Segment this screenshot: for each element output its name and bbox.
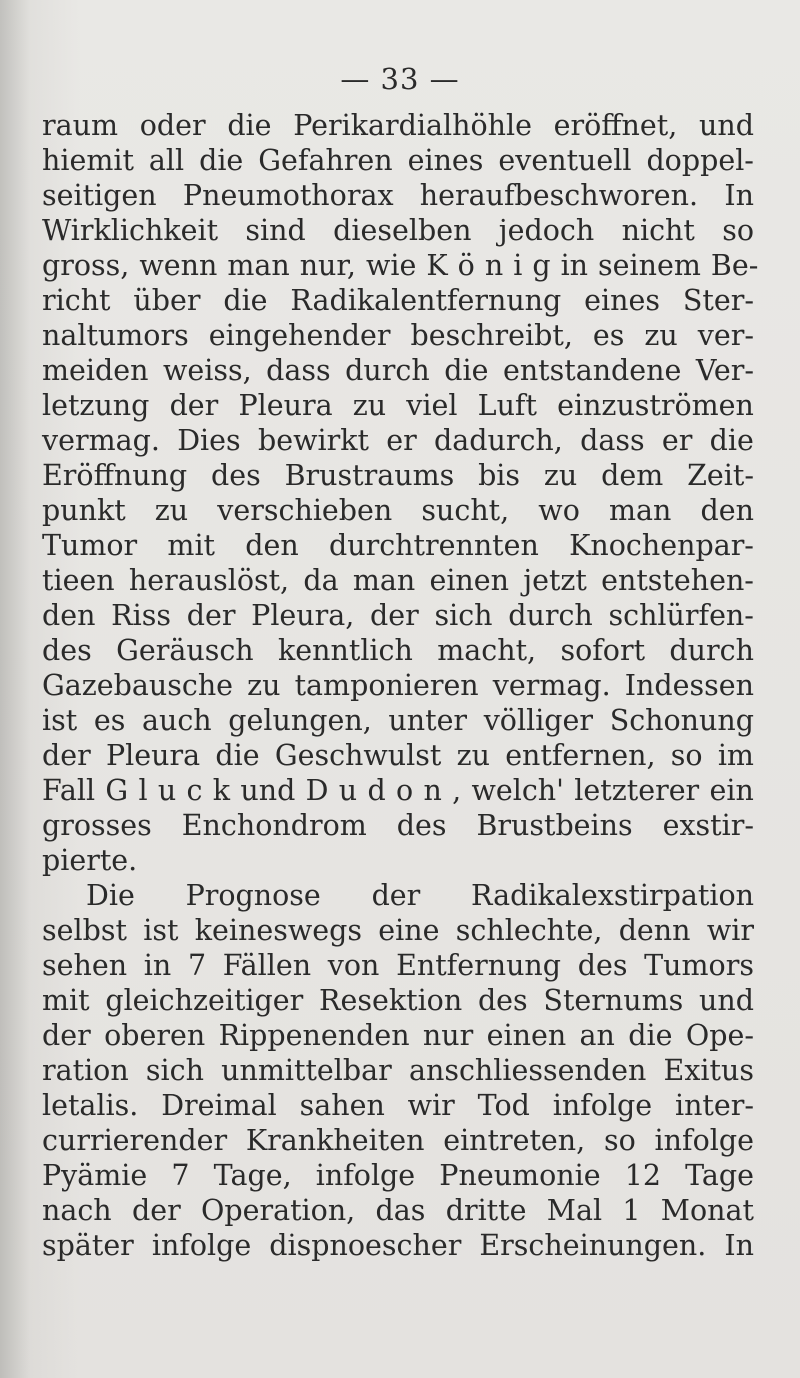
text-line: der oberen Rippenenden nur einen an die Ope- bbox=[42, 1019, 754, 1052]
text-line: der Pleura die Geschwulst zu entfernen, so im bbox=[42, 739, 754, 772]
text-line-paragraph-end: pierte. bbox=[42, 844, 138, 877]
text-line: den Riss der Pleura, der sich durch schlürfen- bbox=[42, 599, 754, 632]
text-line: punkt zu verschieben sucht, wo man den bbox=[42, 494, 754, 527]
text-line: ration sich unmittelbar anschliessenden Exitus bbox=[42, 1054, 754, 1087]
text-line: raum oder die Perikardialhöhle eröffnet, und bbox=[42, 109, 754, 142]
text-line: Eröffnung des Brustraums bis zu dem Zeit- bbox=[42, 459, 754, 492]
text-line: später infolge dispnoescher Erscheinungen. In bbox=[42, 1229, 754, 1262]
text-line: Fall G l u c k und D u d o n , welch' letzterer ein bbox=[42, 774, 754, 807]
text-line: mit gleichzeitiger Resektion des Sternums und bbox=[42, 984, 754, 1017]
text-line: sehen in 7 Fällen von Entfernung des Tumors bbox=[42, 949, 754, 982]
text-line: richt über die Radikalentfernung eines Ster- bbox=[42, 284, 754, 317]
text-line: letalis. Dreimal sahen wir Tod infolge inter- bbox=[42, 1089, 754, 1122]
text-line: meiden weiss, dass durch die entstandene Ver- bbox=[42, 354, 754, 387]
text-line: Pyämie 7 Tage, infolge Pneumonie 12 Tage bbox=[42, 1159, 754, 1192]
text-line: naltumors eingehender beschreibt, es zu ver- bbox=[42, 319, 754, 352]
text-line: grosses Enchondrom des Brustbeins exstir- bbox=[42, 809, 754, 842]
page-number: — 33 — bbox=[340, 62, 460, 96]
text-line: vermag. Dies bewirkt er dadurch, dass er die bbox=[42, 424, 754, 457]
text-line: tieen herauslöst, da man einen jetzt entstehen- bbox=[42, 564, 754, 597]
text-line: Tumor mit den durchtrennten Knochenpar- bbox=[42, 529, 754, 562]
text-line-paragraph-start: Die Prognose der Radikalexstirpation bbox=[86, 879, 754, 912]
text-line: Gazebausche zu tamponieren vermag. Indessen bbox=[42, 669, 754, 702]
text-line: gross, wenn man nur, wie K ö n i g in seinem Be- bbox=[42, 249, 759, 282]
text-line: seitigen Pneumothorax heraufbeschworen. In bbox=[42, 179, 754, 212]
text-line: des Geräusch kenntlich macht, sofort durch bbox=[42, 634, 754, 667]
body-text bbox=[42, 108, 759, 1263]
text-line: letzung der Pleura zu viel Luft einzuströmen bbox=[42, 389, 754, 422]
text-line: selbst ist keineswegs eine schlechte, denn wir bbox=[42, 914, 754, 947]
text-line: ist es auch gelungen, unter völliger Schonung bbox=[42, 704, 754, 737]
text-line: currierender Krankheiten eintreten, so infolge bbox=[42, 1124, 754, 1157]
text-line: Wirklichkeit sind dieselben jedoch nicht so bbox=[42, 214, 754, 247]
text-line: hiemit all die Gefahren eines eventuell doppel- bbox=[42, 144, 754, 177]
text-line: nach der Operation, das dritte Mal 1 Monat bbox=[42, 1194, 754, 1227]
